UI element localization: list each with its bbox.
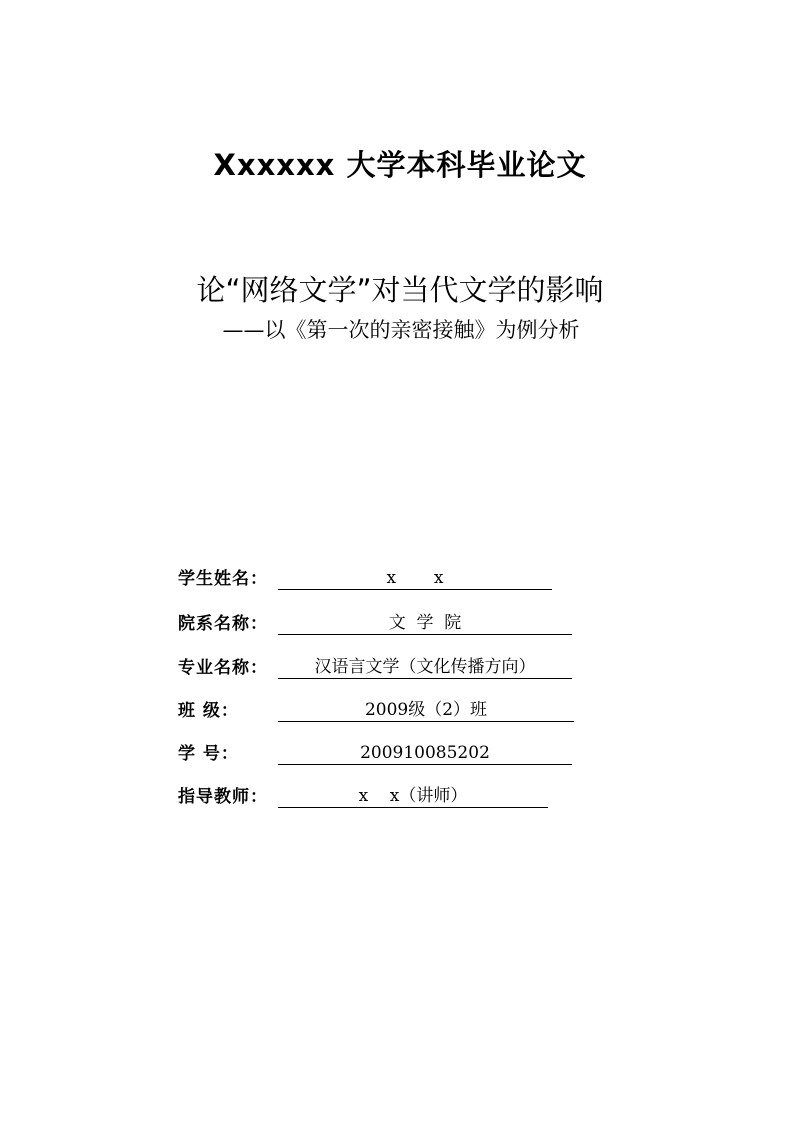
major-row: [178, 649, 572, 679]
major-label: 专业名称：: [178, 658, 268, 678]
advisor-value: x x（讲师）: [278, 785, 548, 808]
class-label: 班 级：: [178, 701, 239, 721]
advisor-row: [178, 778, 548, 808]
student-id-row: [178, 735, 572, 765]
university-title: Xxxxxx 大学本科毕业论文: [213, 148, 587, 182]
department-value: 文 学 院: [278, 612, 572, 635]
student-id-value: 200910085202: [278, 742, 572, 765]
student-name-value: x x: [278, 567, 552, 590]
class-value: 2009级（2）班: [278, 699, 574, 722]
advisor-label: 指导教师：: [178, 787, 268, 807]
student-name-label: 学生姓名：: [178, 569, 268, 589]
department-row: [178, 605, 572, 635]
class-row: [178, 692, 574, 722]
department-label: 院系名称：: [178, 614, 268, 634]
thesis-subtitle: ——以《第一次的亲密接触》为例分析: [222, 318, 580, 342]
major-value: 汉语言文学（文化传播方向）: [278, 656, 572, 679]
student-name-row: [178, 560, 552, 590]
student-id-label: 学 号：: [178, 744, 239, 764]
thesis-title: 论“网络文学”对当代文学的影响: [196, 273, 604, 307]
